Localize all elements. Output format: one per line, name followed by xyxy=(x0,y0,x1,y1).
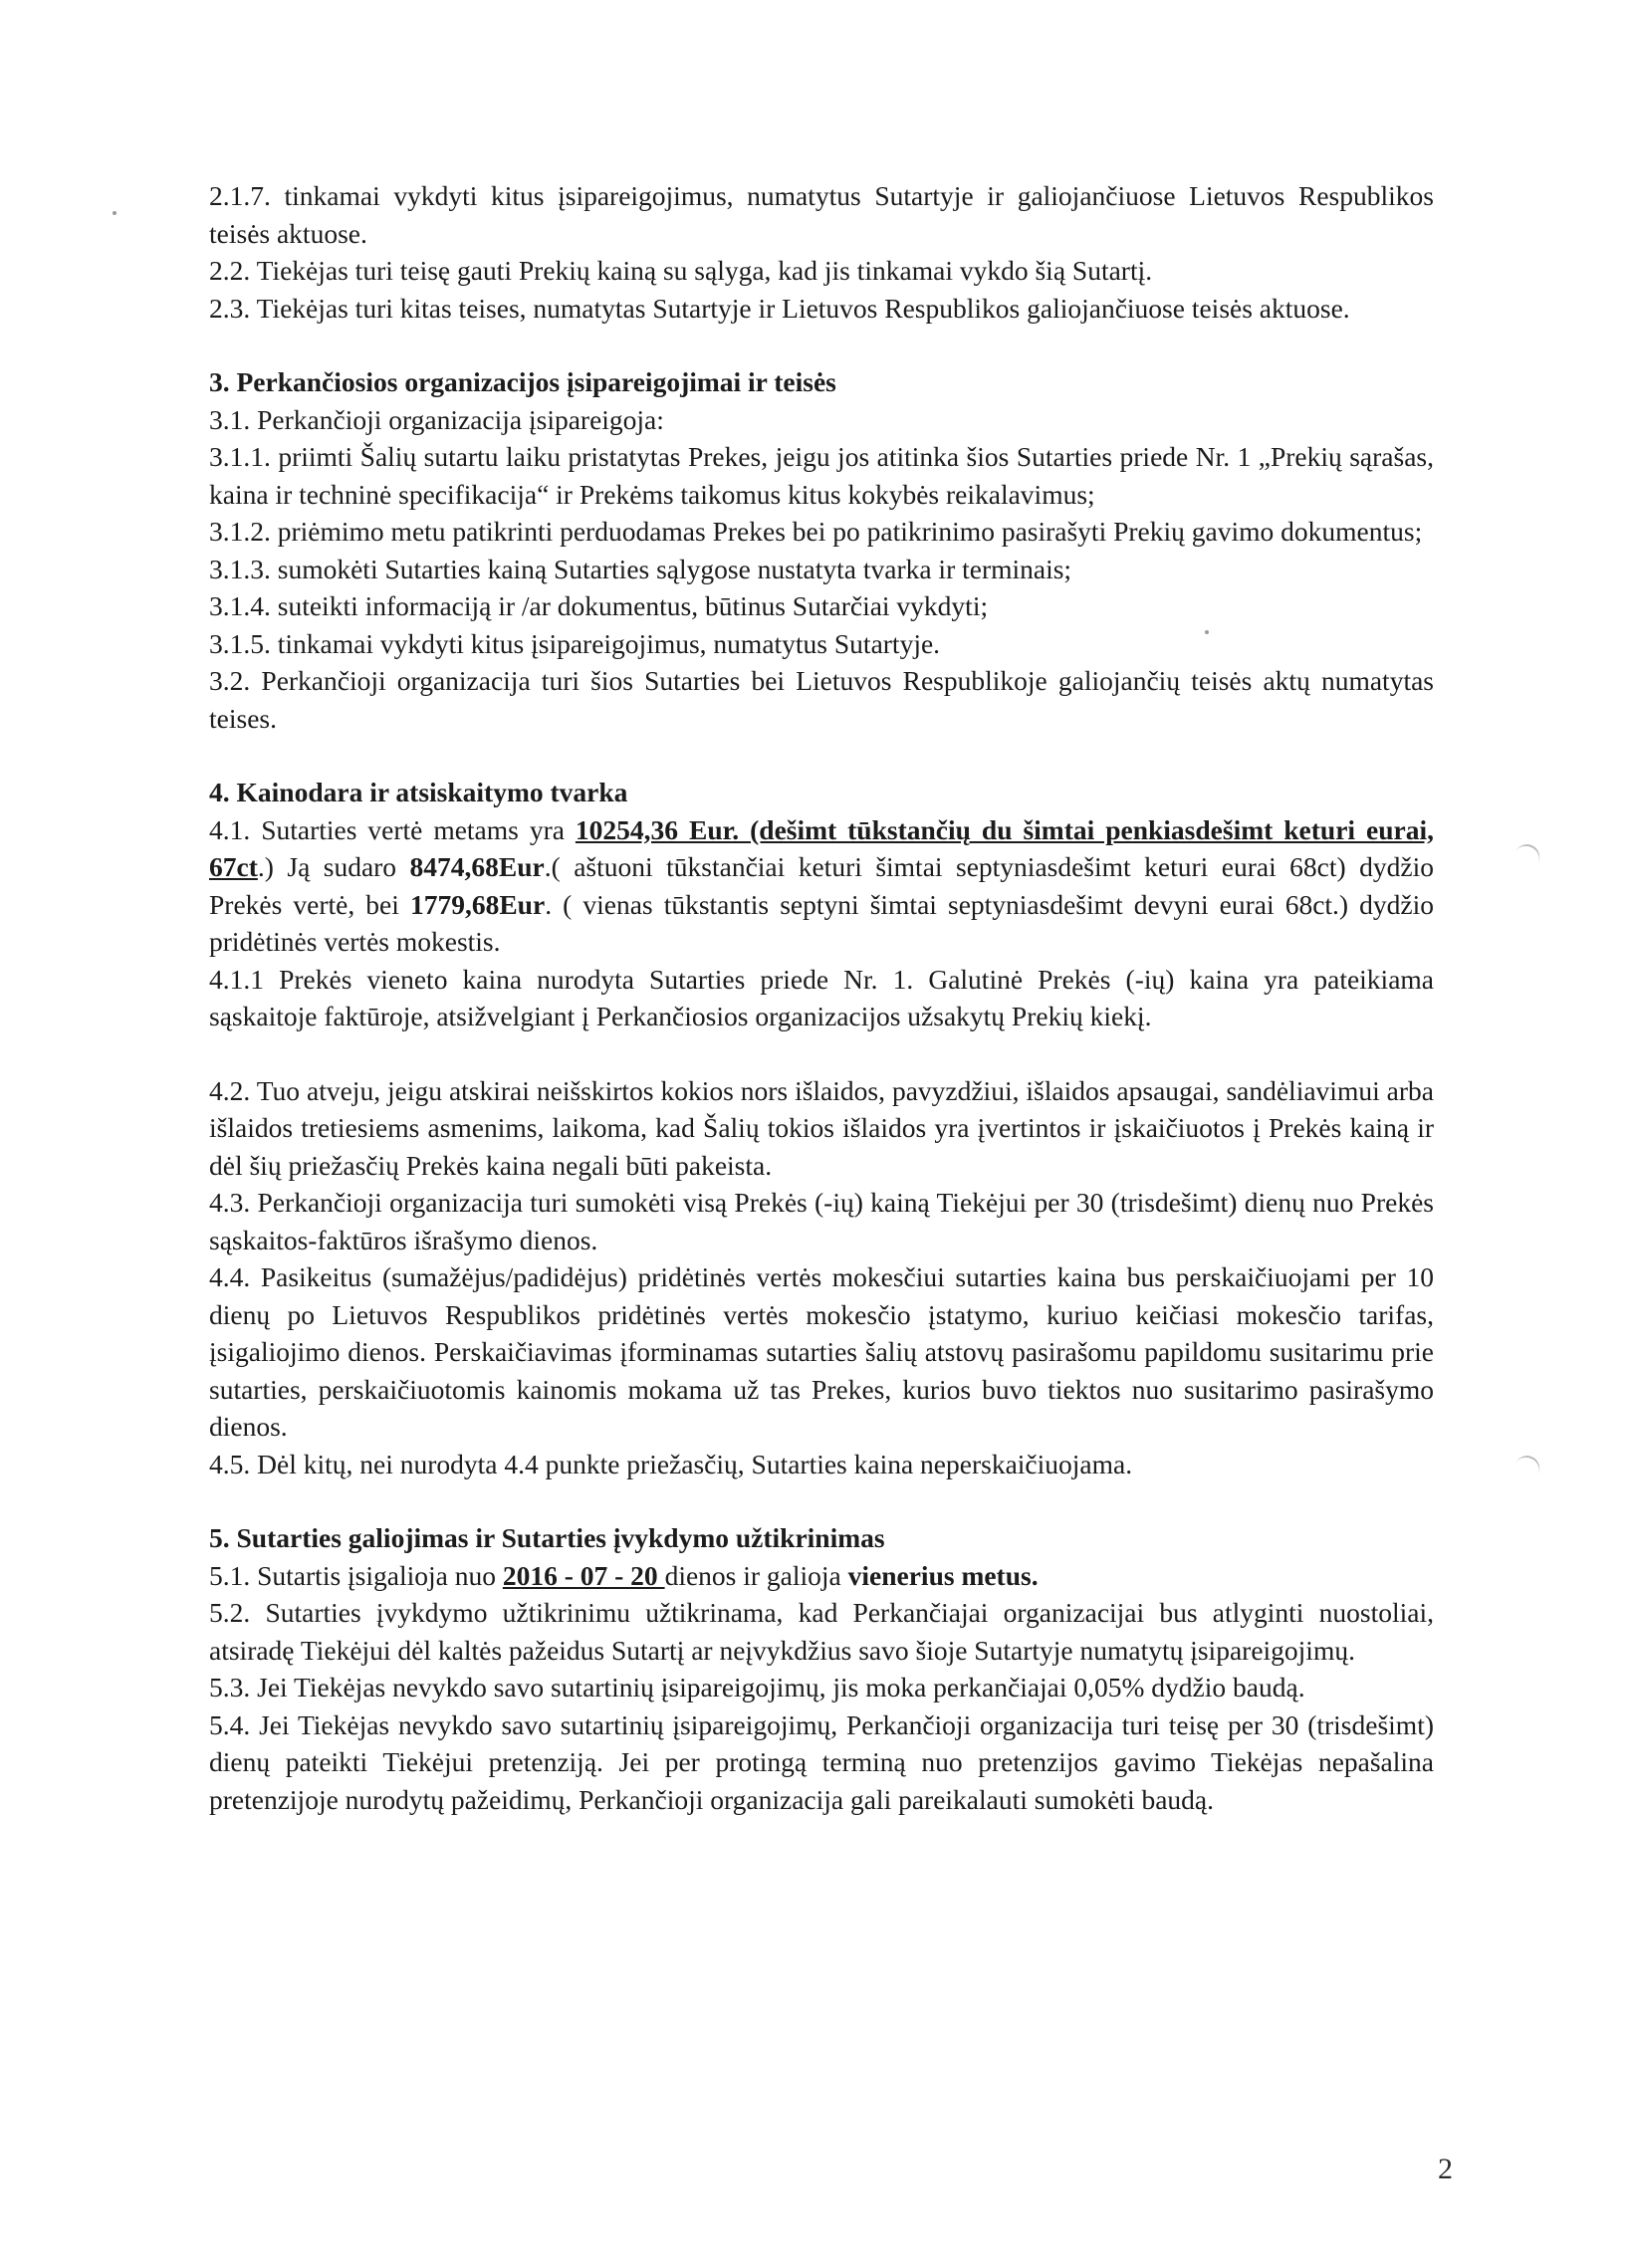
clause-3-1: 3.1. Perkančioji organizacija įsipareigoja: xyxy=(209,403,664,435)
clause-4-5: 4.5. Dėl kitų, nei nurodyta 4.4 punkte priežasčių, Sutarties kaina neperskaičiuojama. xyxy=(209,1448,1133,1479)
clause-4-1-text: .) Ją sudaro xyxy=(257,851,410,882)
clause-3-1-2: 3.1.2. priėmimo metu patikrinti perduodamas Prekes bei po patikrinimo pasirašyti Prekių gavimo dokumentus; xyxy=(209,516,1423,547)
document-body xyxy=(209,177,1434,1818)
clause-4-4: 4.4. Pasikeitus (sumažėjus/padidėjus) pridėtinės vertės mokesčiui sutarties kaina bus perskaičiuojami per 10 dienų po Lietuvos Respublikos pridėtinės vertės mokesčio įstatymo, kuriuo keičiasi mokesčio tarifas, įsigaliojimo dienos. Perskaičiavimas įforminamas sutarties šalių atstovų pasirašomu papildomu susitarimu prie sutarties, perskaičiuotomis kainomis mokama už tas Prekes, kurios buvo tiektos nuo susitarimo pasirašymo dienos. xyxy=(209,1261,1434,1442)
clause-3-1-1: 3.1.1. priimti Šalių sutartu laiku pristatytas Prekes, jeigu jos atitinka šios Sutarties priede Nr. 1 „Prekių sąrašas, kaina ir techninė specifikacija“ ir Prekėms taikomus kitus kokybės reikalavimus; xyxy=(209,441,1434,510)
clause-5-1-lead: 5.1. Sutartis įsigalioja nuo xyxy=(209,1559,503,1591)
contract-value: 10254,36 Eur. (dešimt tūkstančių du šimtai penkiasdešimt keturi eurai, 67ct xyxy=(209,813,1434,882)
clause-5-4: 5.4. Jei Tiekėjas nevykdo savo sutartinių įsipareigojimų, Perkančioji organizacija turi teisę per 30 (trisdešimt) dienų pateikti Tiekėjui pretenziją. Jei per protingą terminą nuo pretenzijos gavimo Tiekėjas nepašalina pretenzijoje nurodytų pažeidimų, Perkančioji organizacija gali pareikalauti sumokėti baudą. xyxy=(209,1708,1434,1815)
clause-3-1-5: 3.1.5. tinkamai vykdyti kitus įsipareigojimus, numatytus Sutartyje. xyxy=(209,627,941,659)
clause-4-2: 4.2. Tuo atveju, jeigu atskirai neišskirtos kokios nors išlaidos, pavyzdžiui, išlaidos apsaugai, sandėliavimui arba išlaidos tretiesiems asmenims, laikoma, kad Šalių tokios išlaidos yra įvertintos ir įskaičiuotos į Prekės kainą ir dėl šių priežasčių Prekės kaina negali būti pakeista. xyxy=(209,1074,1434,1181)
scan-mark xyxy=(1509,840,1543,876)
clause-2-3: 2.3. Tiekėjas turi kitas teises, numatytas Sutartyje ir Lietuvos Respublikos galiojančiuose teisės aktuose. xyxy=(209,292,1350,324)
clause-4-3: 4.3. Perkančioji organizacija turi sumokėti visą Prekės (-ių) kainą Tiekėjui per 30 (trisdešimt) dienų nuo Prekės sąskaitos-faktūros išrašymo dienos. xyxy=(209,1187,1434,1255)
clause-5-3: 5.3. Jei Tiekėjas nevykdo savo sutartinių įsipareigojimų, jis moka perkančiajai 0,05% dydžio baudą. xyxy=(209,1672,1305,1702)
clause-2-1-7: 2.1.7. tinkamai vykdyti kitus įsipareigojimus, numatytus Sutartyje ir galiojančiuose Lietuvos Respublikos teisės aktuose. xyxy=(209,180,1434,249)
scan-dot xyxy=(113,211,116,215)
section-3-heading: 3. Perkančiosios organizacijos įsipareigojimai ir teisės xyxy=(209,366,836,397)
clause-3-1-4: 3.1.4. suteikti informaciją ir /ar dokumentus, būtinus Sutarčiai vykdyti; xyxy=(209,590,989,621)
clause-3-1-3: 3.1.3. sumokėti Sutarties kainą Sutarties sąlygose nustatyta tvarka ir terminais; xyxy=(209,553,1072,584)
page-number: 2 xyxy=(1438,2153,1453,2185)
clause-5-1-text: dienos ir galioja xyxy=(664,1559,848,1591)
goods-value: 8474,68Eur xyxy=(409,851,545,882)
clause-4-1-1: 4.1.1 Prekės vieneto kaina nurodyta Sutarties priede Nr. 1. Galutinė Prekės (-ių) kaina yra pateikiama sąskaitoje faktūroje, atsižvelgiant į Perkančiosios organizacijos užsakytų Prekių kiekį. xyxy=(209,963,1434,1031)
term-duration: vienerius metus. xyxy=(847,1559,1039,1591)
clause-2-2: 2.2. Tiekėjas turi teisę gauti Prekių kainą su sąlyga, kad jis tinkamai vykdo šią Sutartį. xyxy=(209,255,1153,286)
clause-5-1 xyxy=(209,1557,1434,1595)
clause-4-1-lead: 4.1. Sutarties vertė metams yra xyxy=(209,813,576,845)
clause-4-1-text: .( aštuoni tūkstančiai keturi šimtai septyniasdešimt keturi eurai 68ct) dydžio Prekės vertė, bei xyxy=(209,851,1434,920)
vat-value: 1779,68Eur xyxy=(409,888,546,920)
section-4-heading: 4. Kainodara ir atsiskaitymo tvarka xyxy=(209,777,628,807)
clause-4-1-text: . ( vienas tūkstantis septyni šimtai septyniasdešimt devyni eurai 68ct.) dydžio pridėtinės vertės mokestis. xyxy=(209,888,1434,957)
clause-3-2: 3.2. Perkančioji organizacija turi šios Sutarties bei Lietuvos Respublikoje galiojančių teisės aktų numatytas teises. xyxy=(209,665,1434,734)
scan-mark xyxy=(1509,1452,1543,1487)
clause-4-1 xyxy=(209,811,1434,961)
clause-5-2: 5.2. Sutarties įvykdymo užtikrinimu užtikrinama, kad Perkančiajai organizacijai bus atlyginti nuostoliai, atsiradę Tiekėjui dėl kaltės pažeidus Sutartį ar neįvykdžius savo šioje Sutartyje numatytų įsipareigojimų. xyxy=(209,1597,1434,1666)
section-5-heading: 5. Sutarties galiojimas ir Sutarties įvykdymo užtikrinimas xyxy=(209,1522,885,1553)
effective-date: 2016 - 07 - 20 xyxy=(502,1559,665,1591)
